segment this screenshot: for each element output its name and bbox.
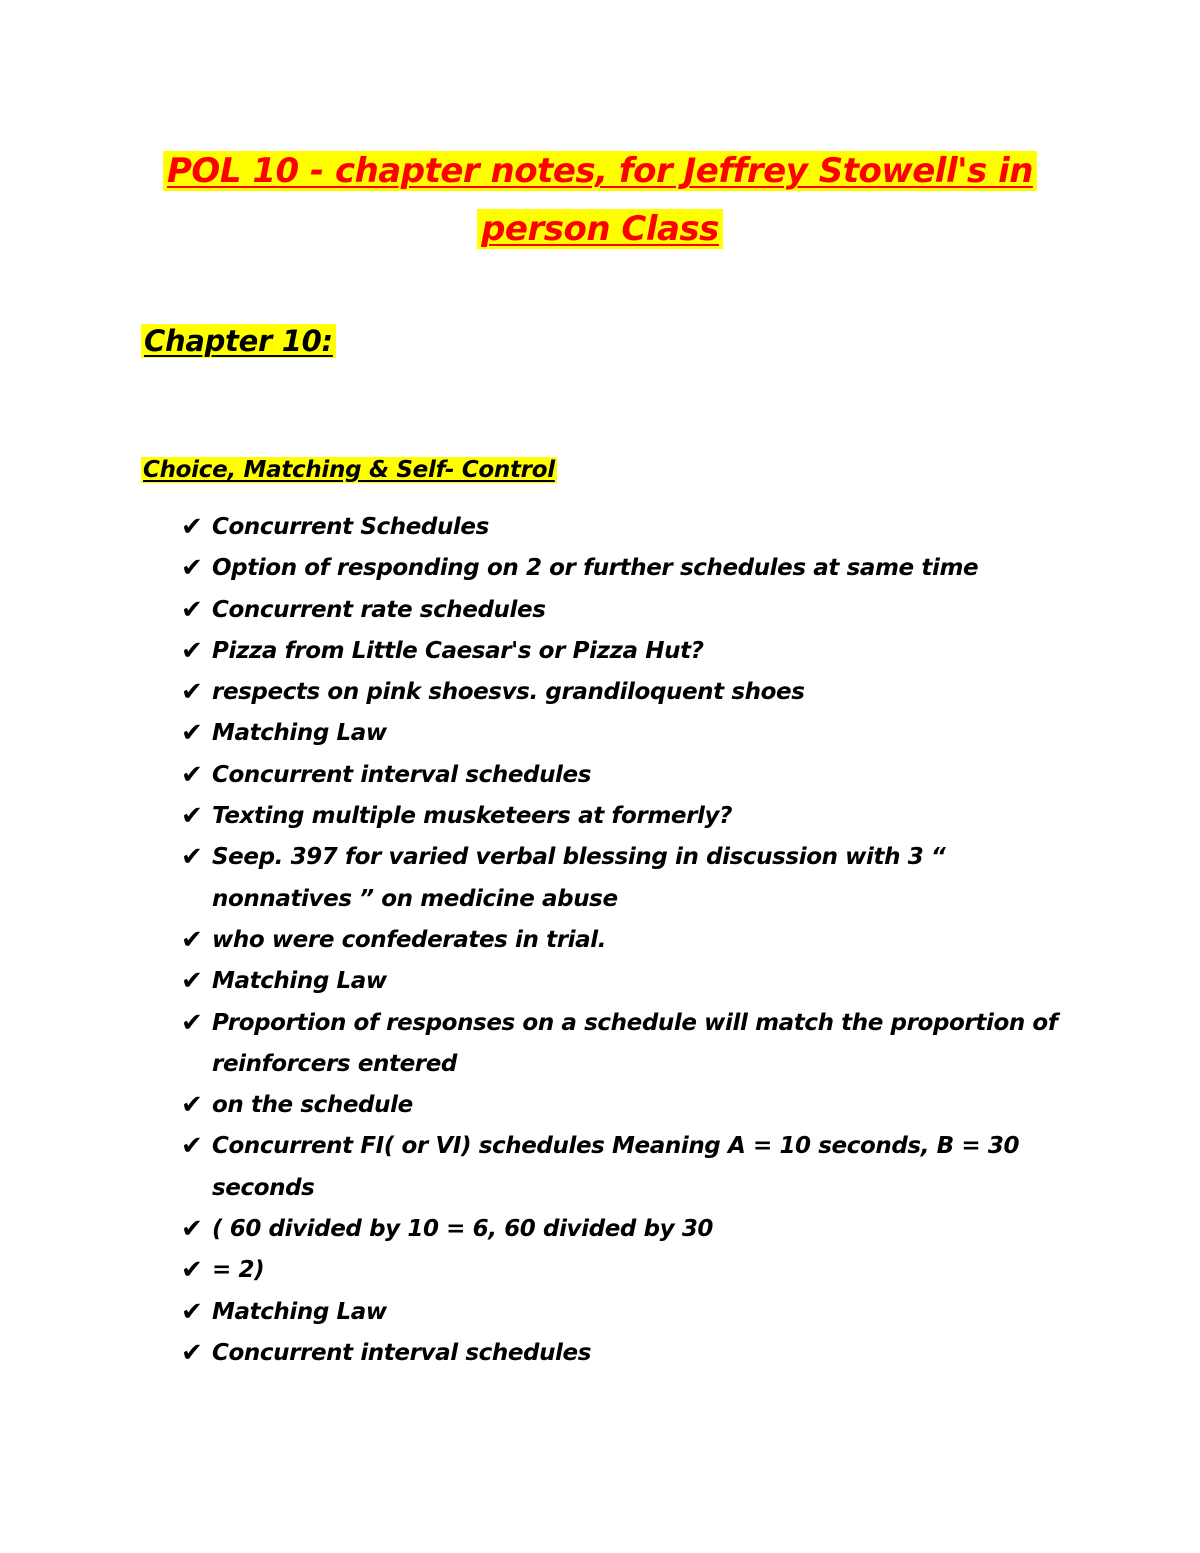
- list-item: [181, 590, 1071, 631]
- list-item-text: Pizza from Little Caesar's or Pizza Hut?: [212, 637, 704, 664]
- list-item: [181, 548, 1071, 589]
- list-item-text: Matching Law: [212, 720, 387, 747]
- checkmark-icon: ✔: [181, 1337, 203, 1368]
- list-item: [181, 1333, 1071, 1374]
- checkmark-icon: ✔: [181, 801, 203, 832]
- checkmark-icon: ✔: [181, 924, 203, 955]
- checkmark-icon: ✔: [181, 1296, 203, 1327]
- checkmark-icon: ✔: [181, 677, 203, 708]
- chapter-heading: [141, 318, 336, 364]
- list-item: [181, 1003, 1071, 1086]
- checkmark-icon: ✔: [181, 1090, 203, 1121]
- list-item: [181, 920, 1071, 961]
- list-item: [181, 837, 1071, 920]
- list-item: [181, 672, 1071, 713]
- list-item: [181, 1085, 1071, 1126]
- list-item: [181, 507, 1071, 548]
- section-heading: [141, 453, 557, 487]
- checkmark-icon: ✔: [181, 1131, 203, 1162]
- checkmark-icon: ✔: [181, 1007, 203, 1038]
- list-item: [181, 1250, 1071, 1291]
- list-item: [181, 1209, 1071, 1250]
- list-item-text: Option of responding on 2 or further schedules at same time: [212, 555, 979, 582]
- list-item-text: Proportion of responses on a schedule will match the proportion of reinforcers entered: [212, 1009, 1058, 1077]
- list-item: [181, 961, 1071, 1002]
- list-item-text: = 2): [212, 1257, 265, 1284]
- list-item: [181, 796, 1071, 837]
- title-line-1: POL 10 - chapter notes, for Jeffrey Stowell's in: [163, 151, 1037, 191]
- checkmark-icon: ✔: [181, 635, 203, 666]
- document-title: [150, 142, 1050, 258]
- checkmark-icon: ✔: [181, 1255, 203, 1286]
- checkmark-icon: ✔: [181, 966, 203, 997]
- checkmark-icon: ✔: [181, 594, 203, 625]
- list-item-text: Concurrent FI( or VI) schedules Meaning A = 10 seconds, B = 30 seconds: [212, 1133, 1020, 1201]
- list-item-text: Concurrent interval schedules: [212, 1339, 592, 1366]
- list-item: [181, 755, 1071, 796]
- checkmark-icon: ✔: [181, 553, 203, 584]
- chapter-heading-text: Chapter 10:: [141, 324, 336, 358]
- checkmark-icon: ✔: [181, 759, 203, 790]
- list-item-text: who were confederates in trial.: [212, 926, 607, 953]
- list-item-text: Matching Law: [212, 1298, 387, 1325]
- checkmark-icon: ✔: [181, 842, 203, 873]
- list-item: [181, 631, 1071, 672]
- section-heading-text: Choice, Matching & Self- Control: [143, 457, 555, 483]
- notes-list: [181, 507, 1071, 1374]
- list-item: [181, 713, 1071, 754]
- list-item-text: on the schedule: [212, 1092, 413, 1119]
- list-item-text: Texting multiple musketeers at formerly?: [212, 803, 733, 830]
- checkmark-icon: ✔: [181, 512, 203, 542]
- list-item-text: ( 60 divided by 10 = 6, 60 divided by 30: [212, 1216, 714, 1243]
- list-item-text: Concurrent rate schedules: [212, 596, 546, 623]
- checkmark-icon: ✔: [181, 718, 203, 749]
- list-item-text: Concurrent interval schedules: [212, 761, 592, 788]
- list-item: [181, 1292, 1071, 1333]
- list-item-text: Matching Law: [212, 968, 387, 995]
- list-item: [181, 1126, 1071, 1209]
- list-item-text: respects on pink shoesvs. grandiloquent shoes: [212, 679, 805, 706]
- title-line-2: person Class: [477, 209, 723, 249]
- list-item-text: Seep. 397 for varied verbal blessing in discussion with 3 “ nonnatives ” on medicine abuse: [212, 844, 946, 912]
- list-item-text: Concurrent Schedules: [212, 514, 489, 540]
- checkmark-icon: ✔: [181, 1214, 203, 1245]
